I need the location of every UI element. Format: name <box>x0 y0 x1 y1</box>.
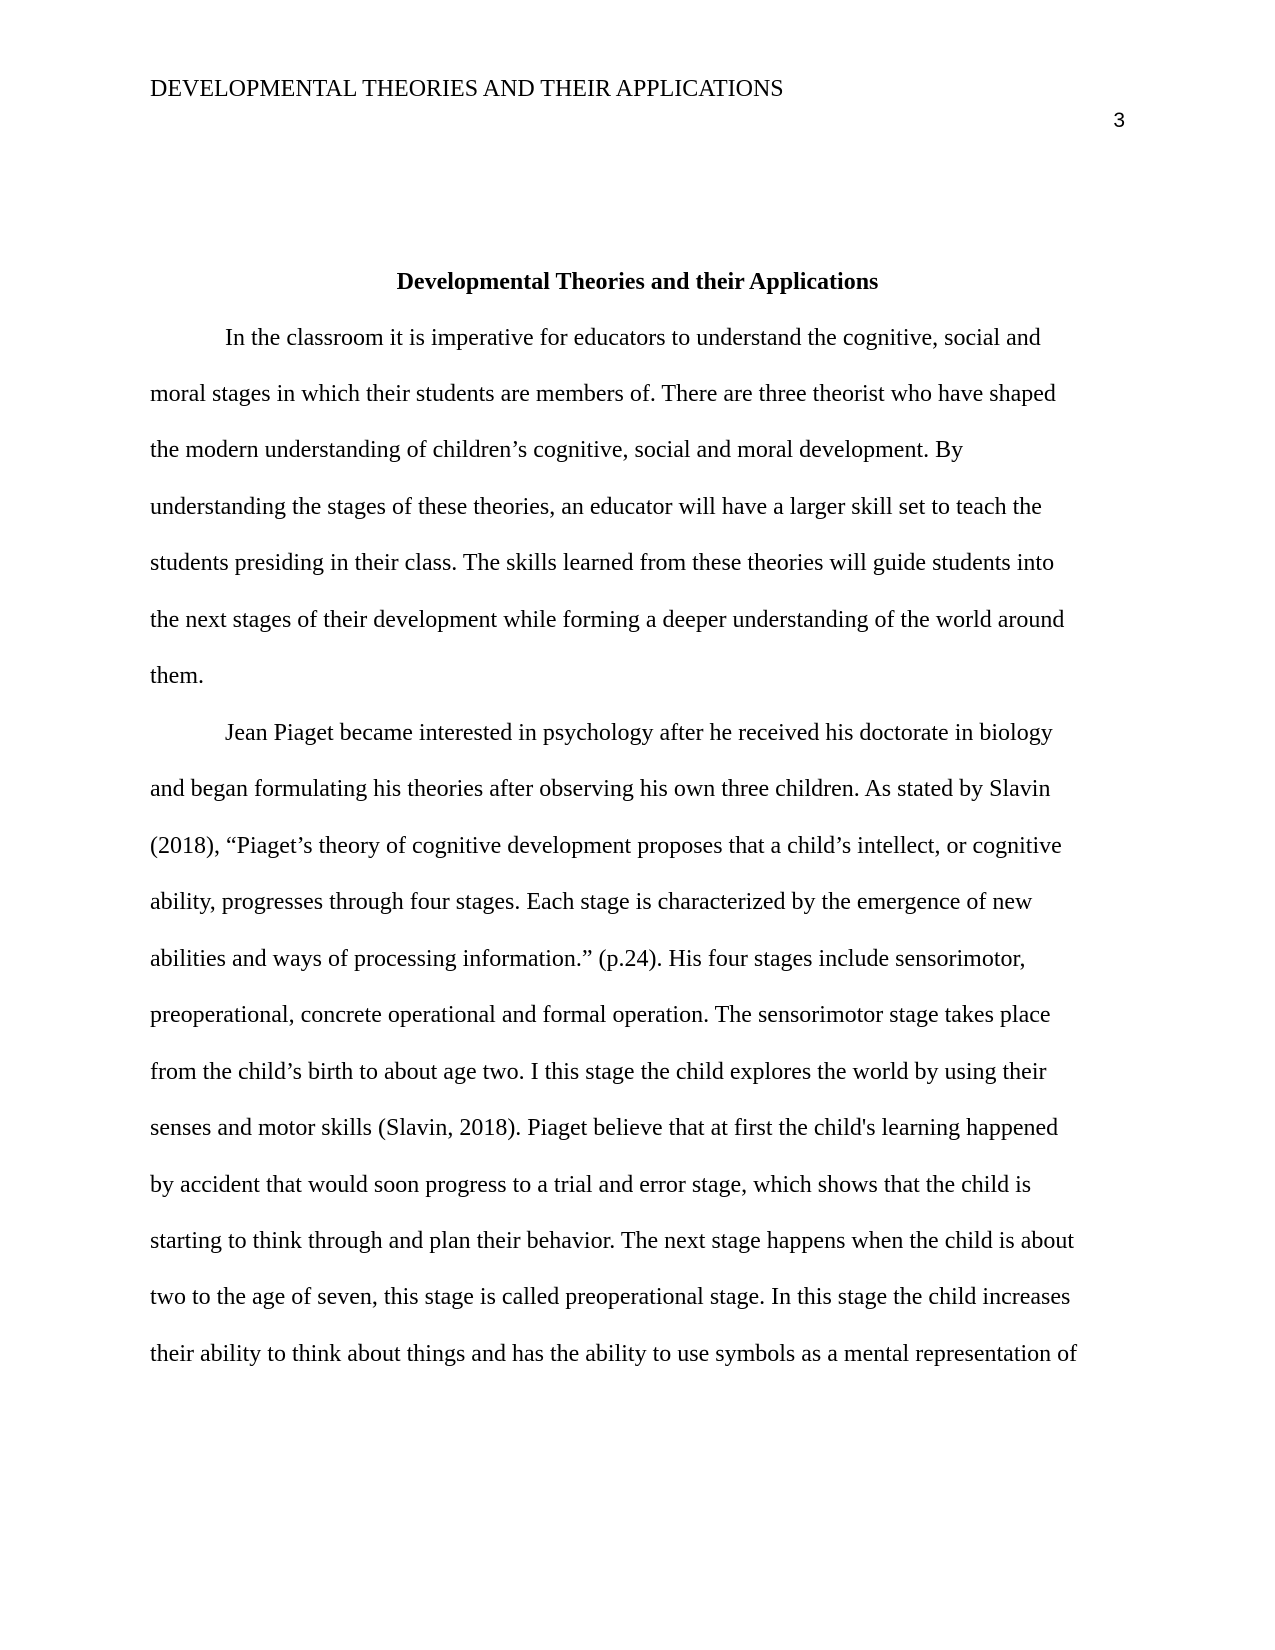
paragraph-line: understanding the stages of these theories, an educator will have a larger skill set to teach the <box>150 494 1042 520</box>
paragraph-line: from the child’s birth to about age two. I this stage the child explores the world by using their <box>150 1059 1047 1085</box>
paragraph-line: students presiding in their class. The skills learned from these theories will guide students into <box>150 550 1055 576</box>
paragraph-line: the modern understanding of children’s cognitive, social and moral development. By <box>150 437 964 463</box>
paragraph-line: preoperational, concrete operational and formal operation. The sensorimotor stage takes place <box>150 1002 1051 1028</box>
paragraph-line: starting to think through and plan their behavior. The next stage happens when the child is about <box>150 1228 1075 1254</box>
paragraph-line: ability, progresses through four stages. Each stage is characterized by the emergence of new <box>150 889 1033 915</box>
paragraph-line: by accident that would soon progress to a trial and error stage, which shows that the child is <box>150 1172 1032 1198</box>
page-number: 3 <box>1113 109 1125 132</box>
paragraph-line: two to the age of seven, this stage is called preoperational stage. In this stage the child increases <box>150 1284 1071 1310</box>
paragraph-line: their ability to think about things and has the ability to use symbols as a mental representation of <box>150 1341 1078 1367</box>
document-title: Developmental Theories and their Applications <box>396 269 879 295</box>
paragraph-line: moral stages in which their students are members of. There are three theorist who have shaped <box>150 381 1056 407</box>
running-head: DEVELOPMENTAL THEORIES AND THEIR APPLICATIONS <box>150 76 784 102</box>
paragraph-line: them. <box>150 663 204 689</box>
paragraph-line: the next stages of their development while forming a deeper understanding of the world around <box>150 607 1065 633</box>
paragraph-line: and began formulating his theories after observing his own three children. As stated by Slavin <box>150 776 1051 802</box>
paragraph-line: Jean Piaget became interested in psychology after he received his doctorate in biology <box>225 720 1053 746</box>
paragraph-line: (2018), “Piaget’s theory of cognitive development proposes that a child’s intellect, or cognitive <box>150 833 1062 859</box>
paragraph-line: In the classroom it is imperative for educators to understand the cognitive, social and <box>225 325 1041 351</box>
paragraph-line: senses and motor skills (Slavin, 2018). Piaget believe that at first the child's learning happened <box>150 1115 1059 1141</box>
paragraph-line: abilities and ways of processing information.” (p.24). His four stages include sensorimotor, <box>150 946 1026 972</box>
